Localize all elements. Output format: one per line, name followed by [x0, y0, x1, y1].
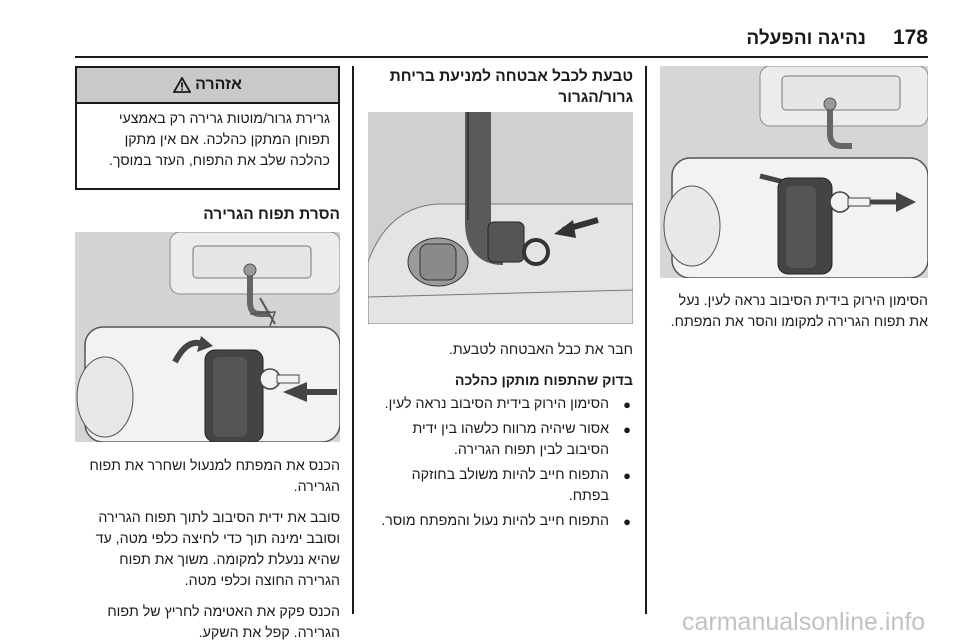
warning-title: אזהרה [195, 76, 242, 93]
bullet-icon: ● [623, 514, 631, 529]
column-divider [352, 66, 354, 614]
bullet-icon: ● [623, 468, 631, 483]
warning-header [77, 68, 338, 104]
tow-bar-lock-key-illustration [660, 66, 928, 278]
tow-bar-safety-cable-ring-illustration [368, 112, 633, 324]
figure-caption: חבר את כבל האבטחה לטבעת. [448, 342, 633, 358]
page-number: 178 [892, 26, 928, 49]
list-item: ● התפוח חייב להיות נעול והמפתח מוסר. [368, 511, 633, 532]
instruction-paragraph: הכנס פקק את האטימה לחריץ של תפוח הגרירה. קפל את השקע. [107, 604, 340, 641]
bullet-icon: ● [623, 397, 631, 412]
left-column [75, 204, 340, 225]
middle-column [368, 66, 633, 108]
checklist [368, 394, 633, 532]
warning-triangle-icon [173, 77, 191, 93]
bullet-icon: ● [623, 422, 631, 437]
list-item: ● אסור שיהיה מרווח כלשהו בין ידית הסיבוב לבין תפוח הגרירה. [412, 421, 631, 458]
checklist-heading: בדוק שהתפוח מותקן כהלכה [454, 373, 633, 389]
section-heading: טבעת לכבל אבטחה למניעת בריחת גרור/הגרור [389, 68, 633, 106]
right-column-body [660, 291, 928, 333]
middle-column-body [368, 340, 633, 536]
instruction-paragraph: הכנס את המפתח למנעול ושחרר את תפוח הגרירה. [89, 458, 340, 495]
page-header [658, 6, 928, 49]
tow-bar-removal-illustration [75, 232, 340, 442]
list-item: ● התפוח חייב להיות משולב בחוזקה בפתח. [411, 467, 631, 504]
column-divider [645, 66, 647, 614]
header-rule [75, 56, 928, 58]
section-heading: הסרת תפוח הגרירה [203, 206, 340, 223]
instruction-paragraph: סובב את ידית הסיבוב לתוך תפוח הגרירה וסובב ימינה תוך כדי לחיצה כלפי מטה, עד שהיא ננעלת למקומה. משוך את תפוח הגרירה החוצה וכלפי מטה. [95, 510, 340, 589]
warning-box [75, 66, 340, 190]
watermark: carmanualsonline.info [682, 608, 926, 636]
left-column-instructions [75, 456, 340, 642]
instruction-paragraph: הסימון הירוק בידית הסיבוב נראה לעין. נעל את תפוח הגרירה למקומו והסר את המפתח. [670, 293, 928, 330]
warning-text: גרירת גרור/מוטות גרירה רק באמצעי תפוחן המתקן כהלכה. אם אין מתקן כהלכה שלב את התפוח, העזר במוסך. [108, 111, 330, 169]
list-item: ● הסימון הירוק בידית הסיבוב נראה לעין. [368, 394, 633, 415]
chapter-title: נהיגה והפעלה [746, 28, 866, 49]
